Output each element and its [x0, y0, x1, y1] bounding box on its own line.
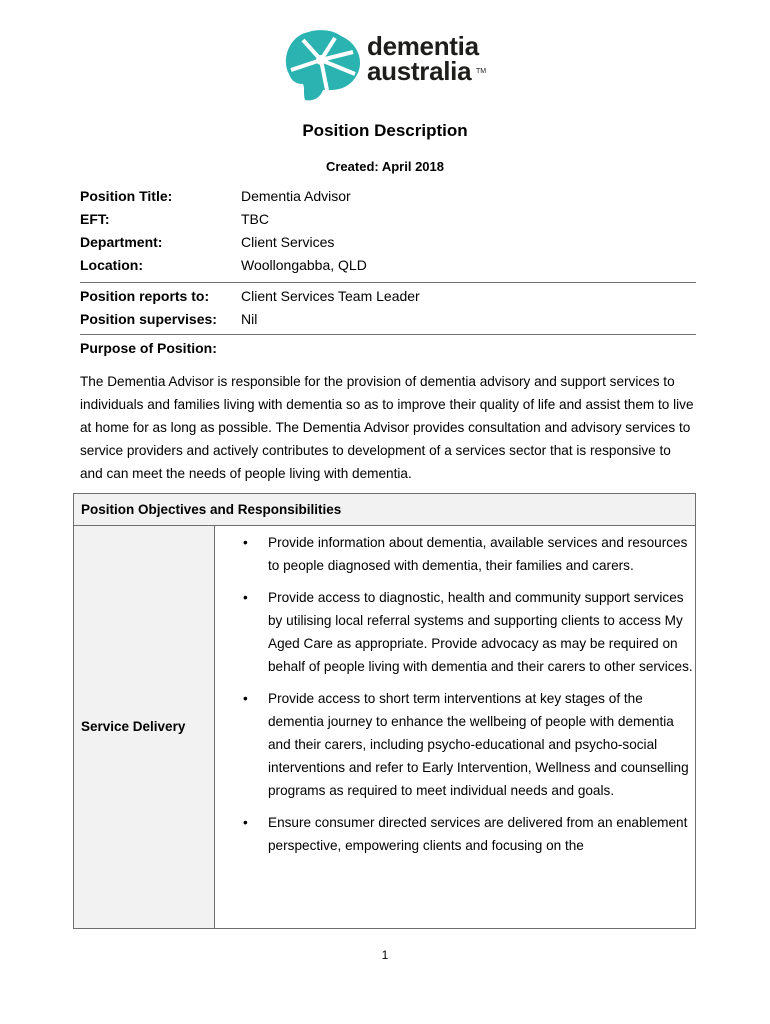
brain-logo-icon [283, 30, 363, 102]
document-title: Position Description [302, 121, 468, 140]
list-item: • Provide information about dementia, available services and resources to people diagnosed with dementia, their families and carers. [268, 531, 693, 577]
table-header: Position Objectives and Responsibilities [74, 494, 695, 526]
dementia-australia-logo [283, 30, 493, 102]
logo-text-line2: australia [367, 56, 472, 86]
info-label: EFT: [80, 211, 110, 227]
purpose-paragraph: The Dementia Advisor is responsible for the provision of dementia advisory and support services to individuals and families living with dementia so as to improve their quality of life and assist them to live at home for as long as possible. The Dementia Advisor provides consultation and advisory services to service providers and actively contributes to development of a services sector that is responsive to and can meet the needs of people living with dementia. [80, 374, 694, 481]
info-label: Position supervises: [80, 311, 217, 327]
info-value: TBC [241, 211, 269, 227]
section-cell [74, 526, 215, 928]
responsibilities-table [73, 493, 696, 929]
info-label: Position Title: [80, 188, 173, 204]
list-item: • Ensure consumer directed services are delivered from an enablement perspective, empowering clients and focusing on the [268, 811, 693, 857]
logo-text-line1: dementia [367, 31, 479, 61]
info-value: Dementia Advisor [241, 188, 351, 204]
info-value: Client Services [241, 234, 335, 250]
page-number: 1 [381, 948, 389, 962]
trademark-mark: TM [476, 68, 487, 75]
divider [80, 334, 696, 335]
info-label: Department: [80, 234, 163, 250]
purpose-heading: Purpose of Position: [80, 340, 217, 356]
section-label: Service Delivery [81, 719, 186, 734]
info-value: Nil [241, 311, 258, 327]
info-label: Position reports to: [80, 288, 210, 304]
divider [80, 282, 696, 283]
responsibility-list [268, 531, 693, 866]
list-item: • Provide access to short term interventions at key stages of the dementia journey to enhance the wellbeing of people with dementia and their carers, including psycho-educational and psycho-social interventions and refer to Early Intervention, Wellness and counselling programs as required to meet individual needs and goals. [268, 687, 693, 802]
info-label: Location: [80, 257, 143, 273]
list-item: • Provide access to diagnostic, health and community support services by utilising local referral systems and supporting clients to access My Aged Care as appropriate. Provide advocacy as may be required on behalf of people living with dementia and their carers to other services. [268, 586, 693, 678]
info-value: Client Services Team Leader [241, 288, 420, 304]
info-value: Woollongabba, QLD [241, 257, 367, 273]
created-date: Created: April 2018 [325, 159, 444, 174]
